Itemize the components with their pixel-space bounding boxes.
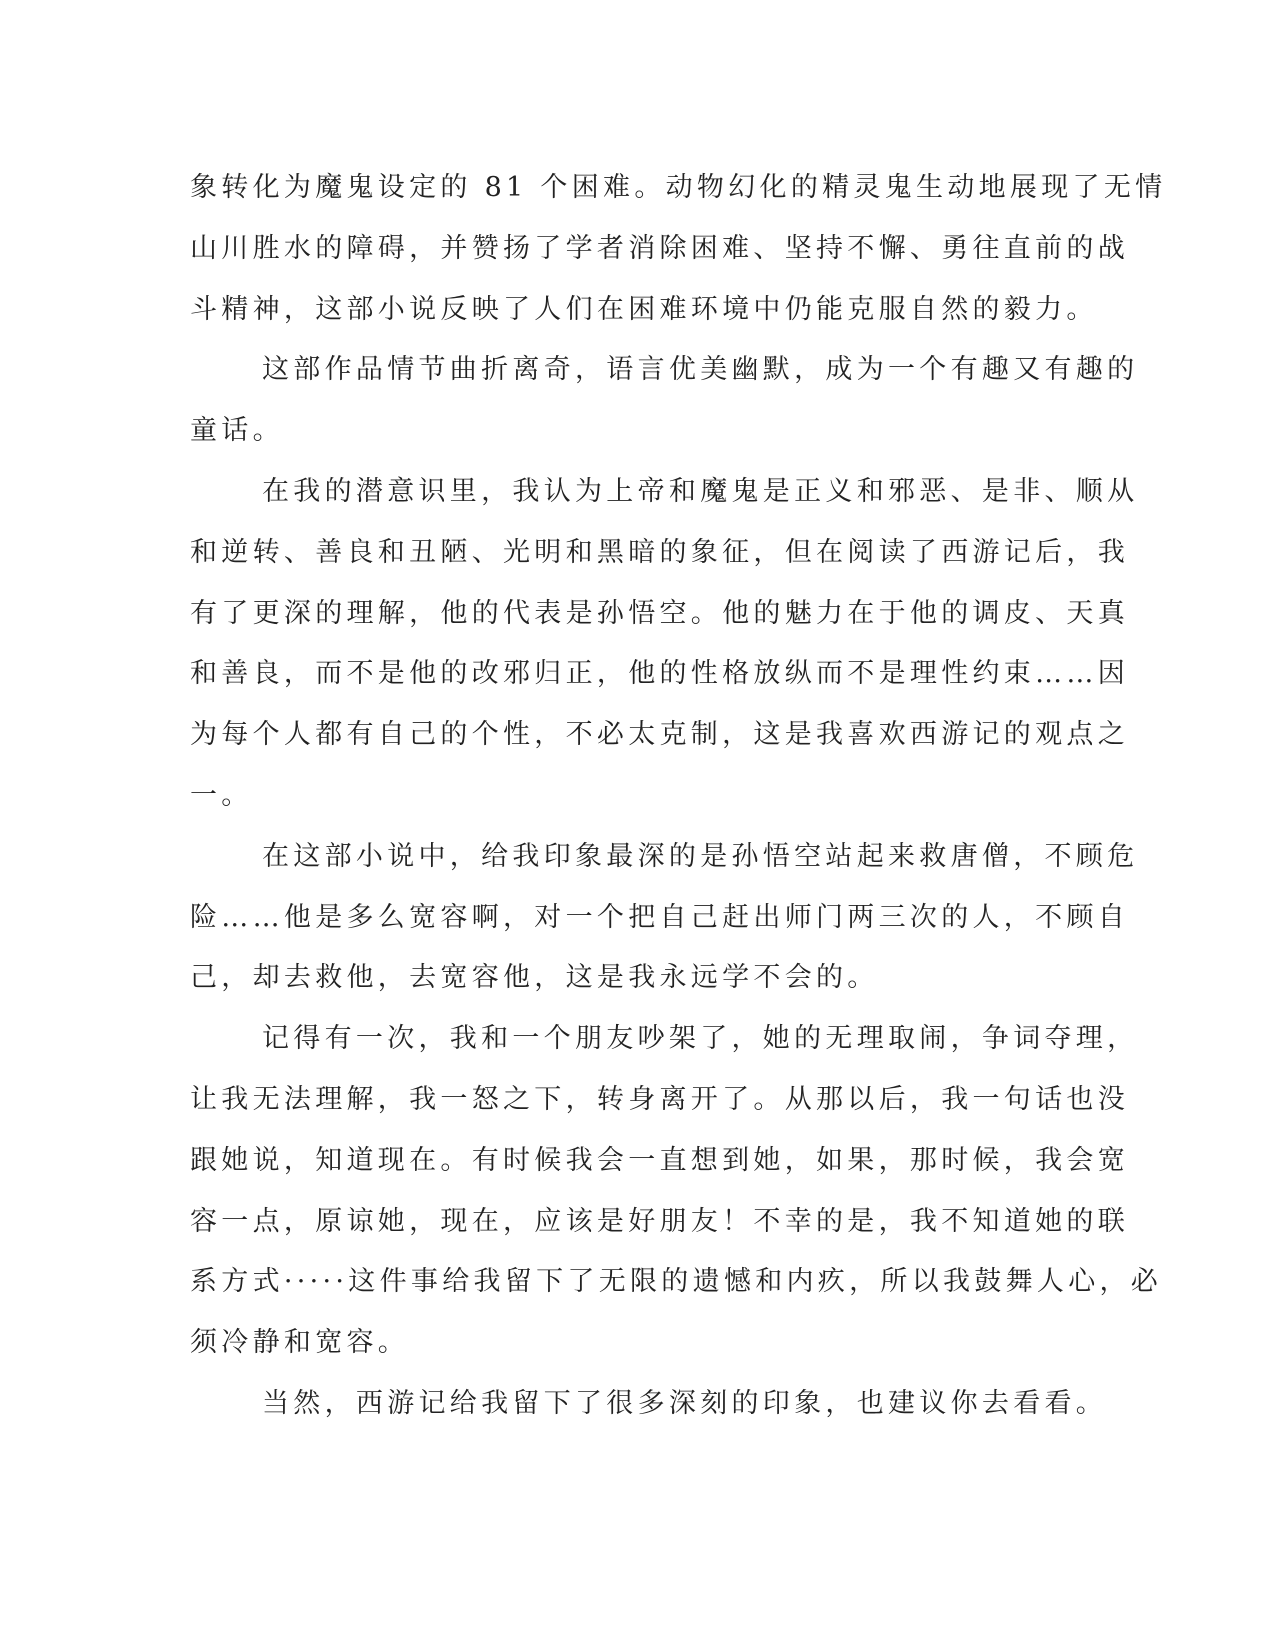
text-line: 山川胜水的障碍，并赞扬了学者消除困难、坚持不懈、勇往直前的战 xyxy=(190,232,1129,264)
text-line: 当然，西游记给我留下了很多深刻的印象，也建议你去看看。 xyxy=(262,1387,1108,1419)
text-line: 一。 xyxy=(190,779,253,811)
paragraph-4 xyxy=(190,827,1139,1009)
paragraph-2 xyxy=(190,340,1139,462)
text-line: 让我无法理解，我一怒之下，转身离开了。从那以后，我一句话也没 xyxy=(190,1083,1129,1115)
text-line: 和善良，而不是他的改邪归正，他的性格放纵而不是理性约束……因 xyxy=(190,658,1129,690)
text-line: 系方式·····这件事给我留下了无限的遗憾和内疚，所以我鼓舞人心，必 xyxy=(190,1266,1163,1298)
text-line: 和逆转、善良和丑陋、光明和黑暗的象征，但在阅读了西游记后，我 xyxy=(190,536,1129,568)
text-line: 斗精神，这部小说反映了人们在困难环境中仍能克服自然的毅力。 xyxy=(190,293,1098,325)
text-line: 在这部小说中，给我印象最深的是孙悟空站起来救唐僧，不顾危 xyxy=(262,840,1139,872)
text-line: 记得有一次，我和一个朋友吵架了，她的无理取闹，争词夺理， xyxy=(262,1023,1139,1055)
paragraph-6 xyxy=(190,1374,1108,1435)
text-line: 这部作品情节曲折离奇，语言优美幽默，成为一个有趣又有趣的 xyxy=(262,354,1139,386)
text-line: 险……他是多么宽容啊，对一个把自己赶出师门两三次的人，不顾自 xyxy=(190,901,1129,933)
paragraph-3 xyxy=(190,462,1139,827)
text-line: 为每个人都有自己的个性，不必太克制，这是我喜欢西游记的观点之 xyxy=(190,719,1129,751)
text-line: 象转化为魔鬼设定的 81 个困难。动物幻化的精灵鬼生动地展现了无情 xyxy=(190,172,1167,203)
text-line: 须冷静和宽容。 xyxy=(190,1327,410,1359)
text-line: 容一点，原谅她，现在，应该是好朋友！不幸的是，我不知道她的联 xyxy=(190,1205,1129,1237)
paragraph-5 xyxy=(190,1009,1163,1374)
text-line: 己，却去救他，去宽容他，这是我永远学不会的。 xyxy=(190,962,879,994)
text-line: 有了更深的理解，他的代表是孙悟空。他的魅力在于他的调皮、天真 xyxy=(190,597,1129,629)
text-line: 童话。 xyxy=(190,415,284,447)
text-line: 在我的潜意识里，我认为上帝和魔鬼是正义和邪恶、是非、顺从 xyxy=(262,475,1139,507)
paragraph-1 xyxy=(190,158,1167,340)
document-body xyxy=(190,158,1167,1435)
text-line: 跟她说，知道现在。有时候我会一直想到她，如果，那时候，我会宽 xyxy=(190,1144,1129,1176)
